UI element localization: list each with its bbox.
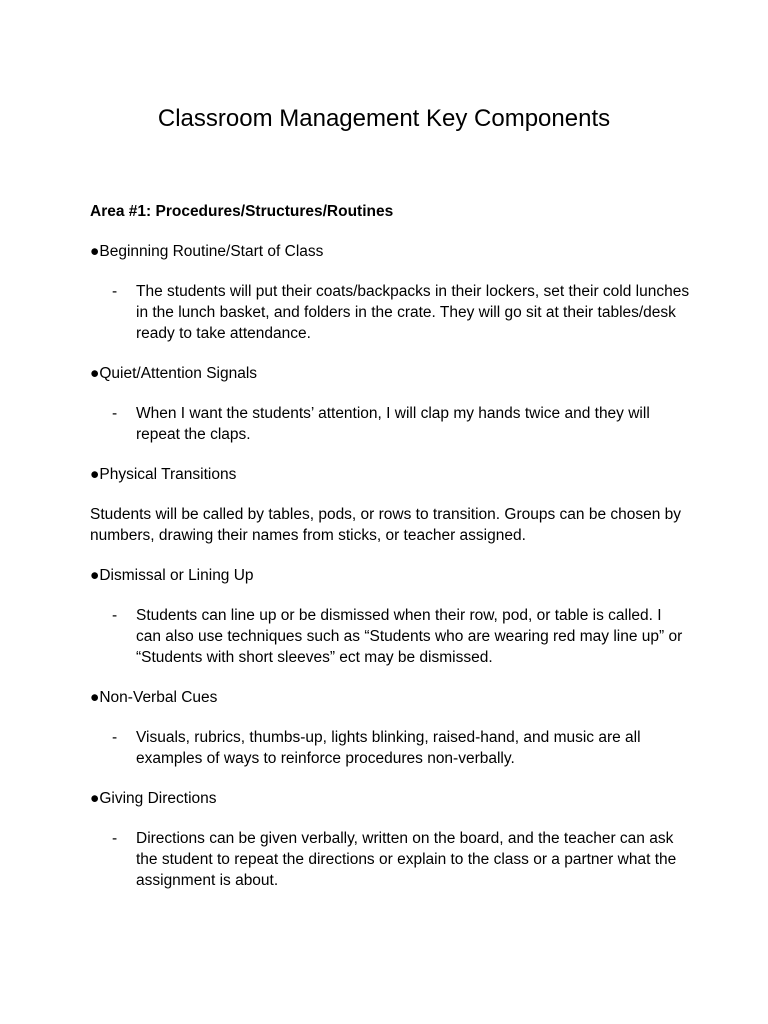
dash-marker: - [112, 830, 118, 847]
section-heading-attention-signals: ●Quiet/Attention Signals [90, 365, 258, 382]
list-item-text: The students will put their coats/backpacks in their lockers, set their cold lunches in the lunch basket, and folders in the crate. They will go sit at their tables/desk ready to take attendance. [136, 283, 690, 342]
list-item [90, 727, 690, 769]
dash-marker: - [112, 405, 118, 422]
list-item-text: Students can line up or be dismissed when their row, pod, or table is called. I can also use techniques such as “Students who are wearing red may line up” or “Students with short sleeves” ect may be dismissed. [136, 607, 683, 666]
list-item-text: Visuals, rubrics, thumbs-up, lights blinking, raised-hand, and music are all examples of ways to reinforce procedures non-verbally. [136, 729, 641, 767]
list-item-text: When I want the students’ attention, I will clap my hands twice and they will repeat the claps. [136, 405, 650, 443]
page-title: Classroom Management Key Components [157, 105, 611, 132]
list-item [90, 605, 690, 668]
section-heading-physical-transitions: ●Physical Transitions [90, 466, 237, 483]
section-heading-giving-directions: ●Giving Directions [90, 790, 217, 807]
section-heading-non-verbal-cues: ●Non-Verbal Cues [90, 689, 218, 706]
section-heading-dismissal: ●Dismissal or Lining Up [90, 567, 254, 584]
area-heading: Area #1: Procedures/Structures/Routines [90, 203, 394, 220]
dash-marker: - [112, 607, 118, 624]
dash-marker: - [112, 283, 118, 300]
section-heading-beginning-routine: ●Beginning Routine/Start of Class [90, 243, 324, 260]
body-paragraph: Students will be called by tables, pods, or rows to transition. Groups can be chosen by numbers, drawing their names from sticks, or teacher assigned. [90, 506, 682, 544]
document-body [90, 201, 690, 910]
list-item [90, 403, 690, 445]
list-item [90, 828, 690, 891]
dash-marker: - [112, 729, 118, 746]
list-item [90, 281, 690, 344]
list-item-text: Directions can be given verbally, written on the board, and the teacher can ask the student to repeat the directions or explain to the class or a partner what the assignment is about. [136, 830, 677, 889]
